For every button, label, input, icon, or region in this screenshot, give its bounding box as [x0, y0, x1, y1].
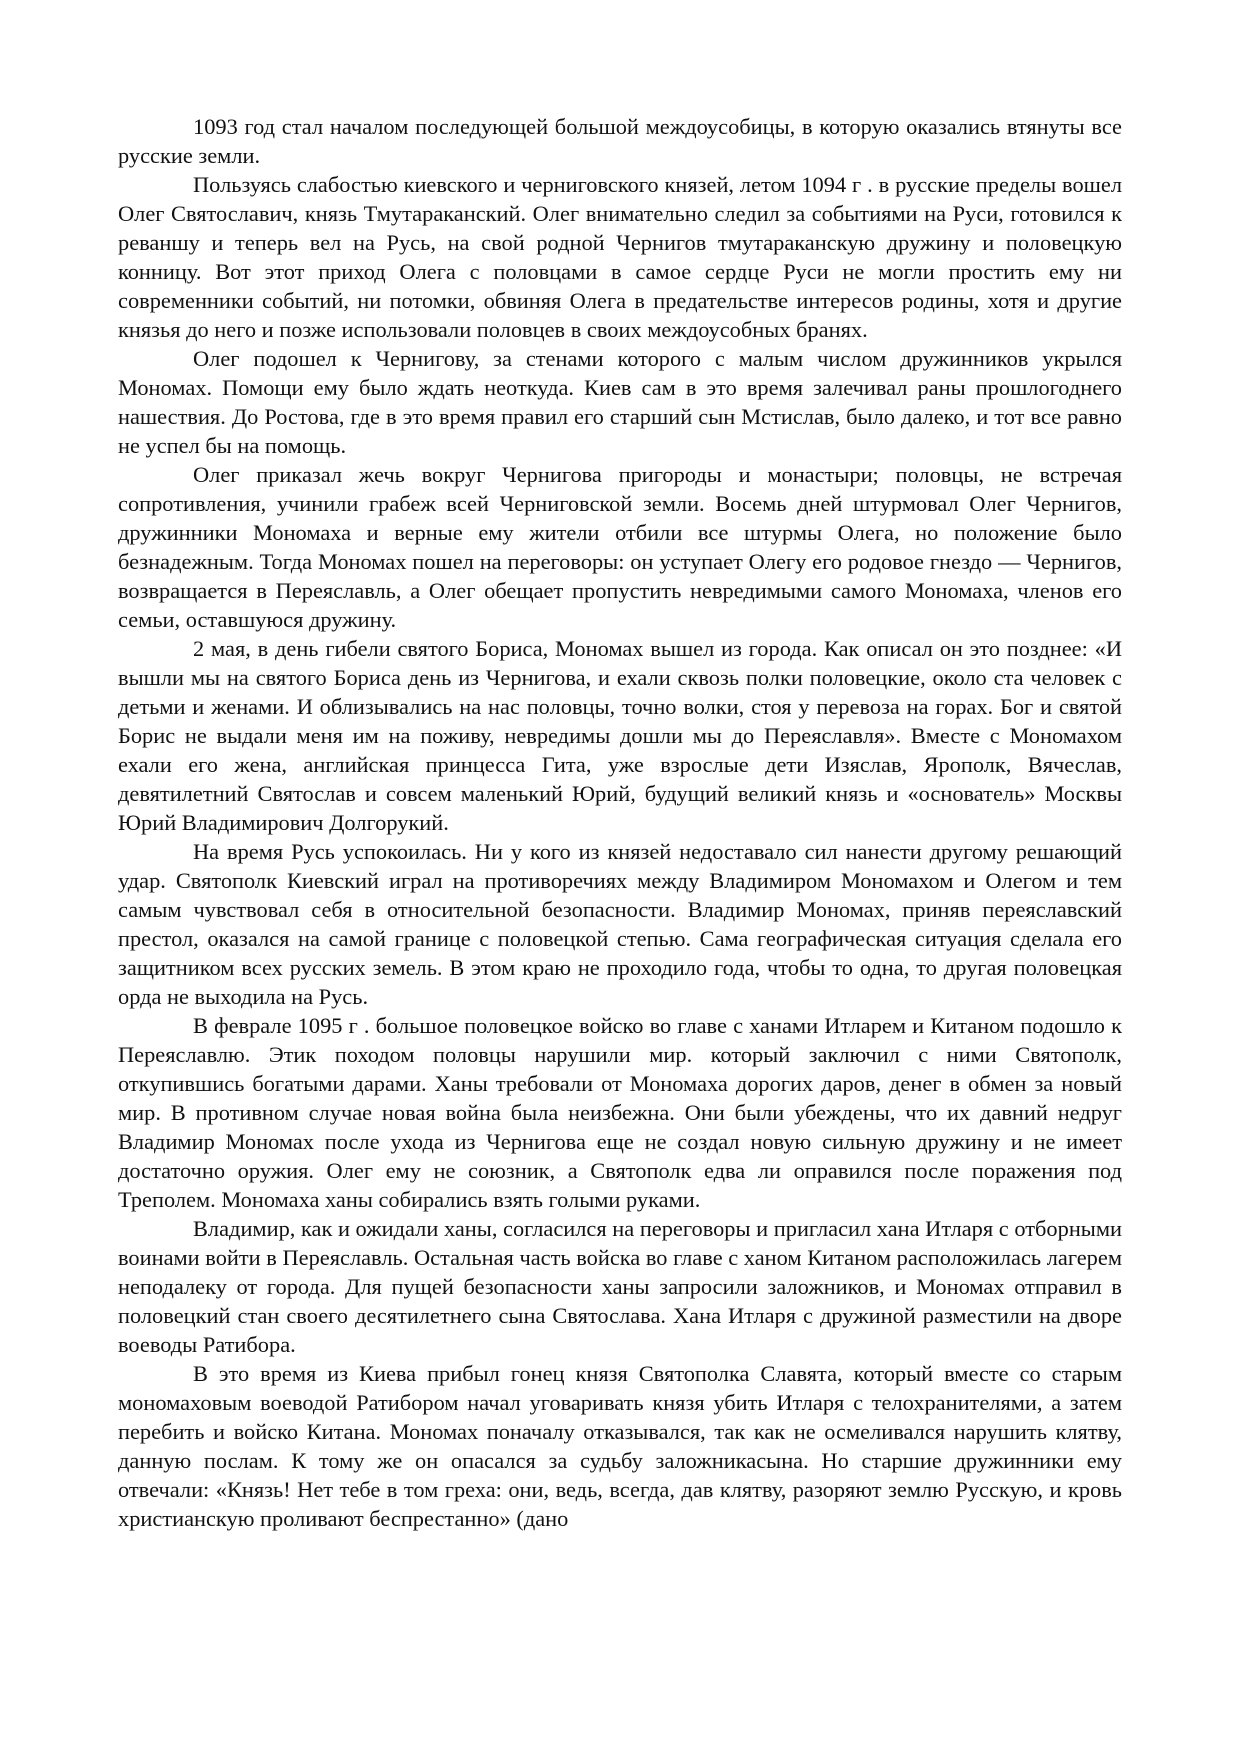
paragraph-8: Владимир, как и ожидали ханы, согласился на переговоры и пригласил хана Итларя с отборными воинами войти в Переяславль. Остальная часть войска во главе с ханом Китаном расположилась лагерем неподалеку от города. Для пущей безопасности ханы запросили заложников, и Мономах отправил в половецкий стан своего десятилетнего сына Святослава. Хана Итларя с дружиной разместили на дворе воеводы Ратибора. — [118, 1216, 1122, 1357]
paragraph-4: Олег приказал жечь вокруг Чернигова пригороды и монастыри; половцы, не встречая сопротивления, учинили грабеж всей Черниговской земли. Восемь дней штурмовал Олег Чернигов, дружинники Мономаха и верные ему жители отбили все штурмы Олега, но положение было безнадежным. Тогда Мономах пошел на переговоры: он уступает Олегу его родовое гнездо — Чернигов, возвращается в Переяславль, а Олег обещает пропустить невредимыми самого Мономаха, членов его семьи, оставшуюся дружину. — [118, 462, 1122, 632]
document-page — [118, 112, 1122, 1533]
paragraph-2: Пользуясь слабостью киевского и черниговского князей, летом 1094 г . в русские пределы вошел Олег Святославич, князь Тмутараканский. Олег внимательно следил за событиями на Руси, готовился к реваншу и теперь вел на Русь, на свой родной Чернигов тмутараканскую дружину и половецкую конницу. Вот этот приход Олега с половцами в самое сердце Руси не могли простить ему ни современники событий, ни потомки, обвиняя Олега в предательстве интересов родины, хотя и другие князья до него и позже использовали половцев в своих междоусобных бранях. — [118, 172, 1122, 342]
paragraph-3: Олег подошел к Чернигову, за стенами которого с малым числом дружинников укрылся Мономах. Помощи ему было ждать неоткуда. Киев сам в это время залечивал раны прошлогоднего нашествия. До Ростова, где в это время правил его старший сын Мстислав, было далеко, и тот все равно не успел бы на помощь. — [118, 346, 1122, 458]
paragraph-9: В это время из Киева прибыл гонец князя Святополка Славята, который вместе со старым мономаховым воеводой Ратибором начал уговаривать князя убить Итларя с телохранителями, а затем перебить и войско Китана. Мономах поначалу отказывался, так как не осмеливался нарушить клятву, данную послам. К тому же он опасался за судьбу заложникасына. Но старшие дружинники ему отвечали: «Князь! Нет тебе в том греха: они, ведь, всегда, дав клятву, разоряют землю Русскую, и кровь христианскую проливают беспрестанно» (дано — [118, 1361, 1122, 1531]
paragraph-1: 1093 год стал началом последующей большой междоусобицы, в которую оказались втянуты все русские земли. — [118, 114, 1122, 168]
paragraph-5: 2 мая, в день гибели святого Бориса, Мономах вышел из города. Как описал он это позднее: «И вышли мы на святого Бориса день из Чернигова, и ехали сквозь полки половецкие, около ста человек с детьми и женами. И облизывались на нас половцы, точно волки, стоя у перевоза на горах. Бог и святой Борис не выдали меня им на поживу, невредимы дошли мы до Переяславля». Вместе с Мономахом ехали его жена, английская принцесса Гита, уже взрослые дети Изяслав, Ярополк, Вячеслав, девятилетний Святослав и совсем маленький Юрий, будущий великий князь и «основатель» Москвы Юрий Владимирович Долгорукий. — [118, 636, 1122, 835]
paragraph-7: В феврале 1095 г . большое половецкое войско во главе с ханами Итларем и Китаном подошло к Переяславлю. Этик походом половцы нарушили мир. который заключил с ними Святополк, откупившись богатыми дарами. Ханы требовали от Мономаха дорогих даров, денег в обмен за новый мир. В противном случае новая война была неизбежна. Они были убеждены, что их давний недруг Владимир Мономах после ухода из Чернигова еще не создал новую сильную дружину и не имеет достаточно оружия. Олег ему не союзник, а Святополк едва ли оправился после поражения под Треполем. Мономаха ханы собирались взять голыми руками. — [118, 1013, 1122, 1212]
paragraph-6: На время Русь успокоилась. Ни у кого из князей недоставало сил нанести другому решающий удар. Святополк Киевский играл на противоречиях между Владимиром Мономахом и Олегом и тем самым чувствовал себя в относительной безопасности. Владимир Мономах, приняв переяславский престол, оказался на самой границе с половецкой степью. Сама географическая ситуация сделала его защитником всех русских земель. В этом краю не проходило года, чтобы то одна, то другая половецкая орда не выходила на Русь. — [118, 839, 1122, 1009]
